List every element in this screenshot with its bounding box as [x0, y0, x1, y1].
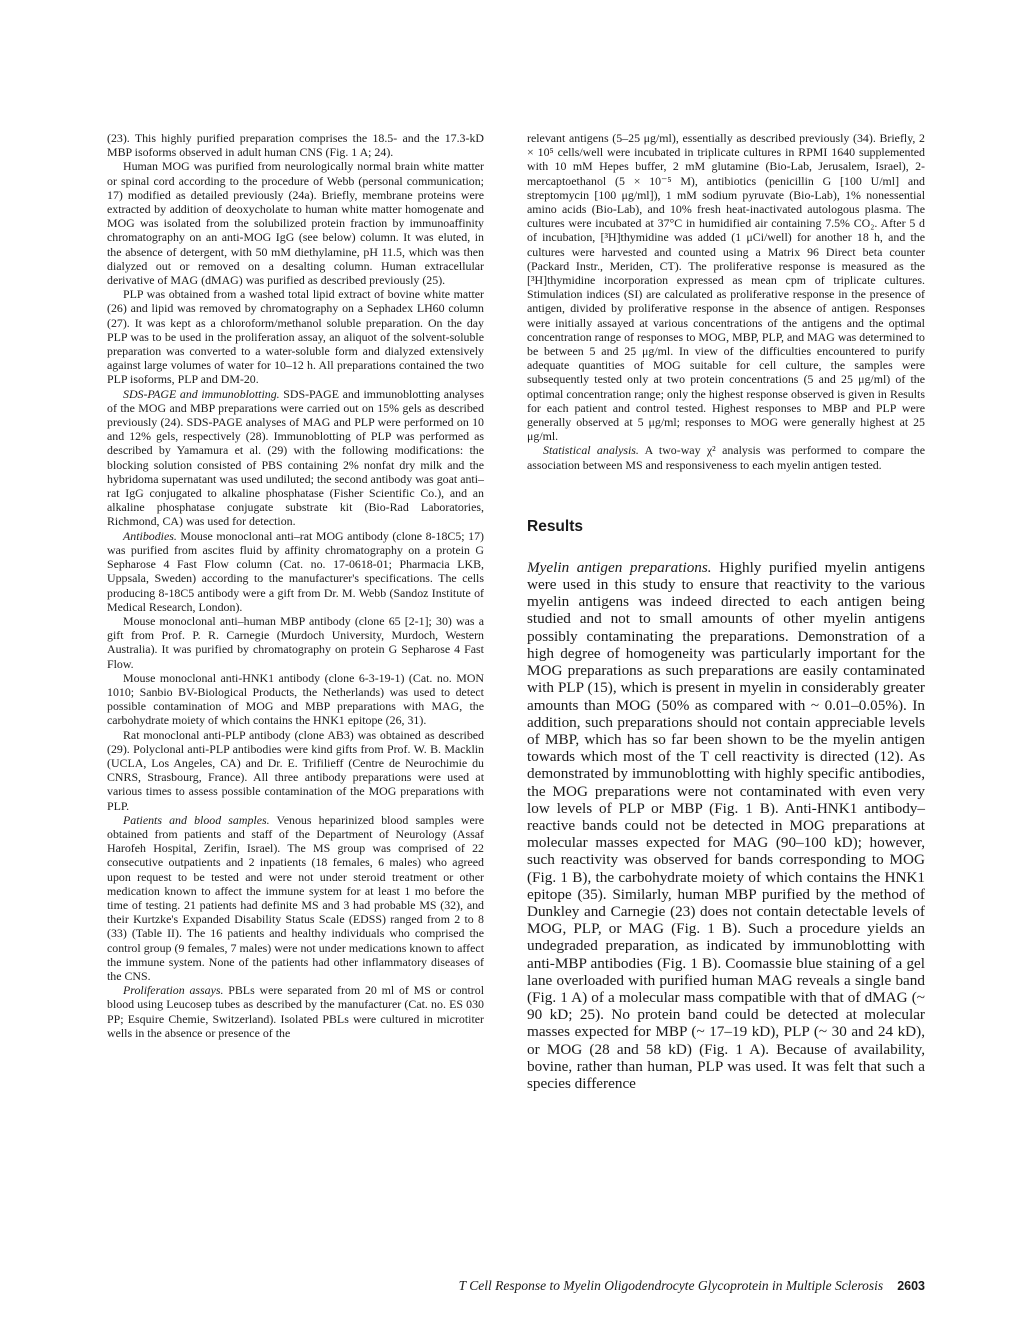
paragraph — [107, 387, 484, 529]
paragraph: (23). This highly purified preparation comprises the 18.5- and the 17.3-kD MBP isoforms observed in adult human CNS (Fig. 1 A; 24). — [107, 131, 484, 160]
page-footer — [300, 1278, 925, 1294]
section-run-in-head: Myelin antigen preparations. — [527, 558, 712, 576]
paragraph — [527, 559, 925, 1092]
section-run-in-head: Patients and blood samples. — [123, 812, 270, 827]
results-heading: Results — [527, 517, 583, 535]
results-section — [527, 559, 925, 1092]
paragraph: Human MOG was purified from neurologically normal brain white matter or spinal cord according to the procedure of Webb (personal communication; 17) modified as detailed previously (24a). Briefly, membrane proteins were extracted by addition of deoxycholate to human white matter homogenate and MOG was isolated from the solubilized protein fraction by immunoaffinity chromatography on an anti-MOG IgG (see below) column. It was eluted, in the absence of detergent, with 50 mM diethylamine, pH 11.5, which was then dialyzed out or removed on a desalting column. Human extracellular derivative of MAG (dMAG) was purified as described previously (25). — [107, 159, 484, 288]
section-run-in-head: Proliferation assays. — [123, 983, 224, 998]
section-run-in-head: Statistical analysis. — [543, 443, 639, 458]
paragraph: Mouse monoclonal anti-HNK1 antibody (clone 6-3-19-1) (Cat. no. MON 1010; Sanbio BV-Biological Products, the Netherlands) was used to detect possible contamination of MOG and MBP preparations with MAG, the carbohydrate moiety of which contains the HNK1 epitope (26, 31). — [107, 670, 484, 728]
left-column — [107, 131, 484, 1040]
right-column — [527, 131, 925, 1092]
section-run-in-head: SDS-PAGE and immunoblotting. — [123, 386, 280, 401]
paragraph — [107, 983, 484, 1040]
page-number: 2603 — [897, 1279, 925, 1293]
paragraph-text: A two-way χ² analysis was performed to compare the association between MS and responsiveness to each myelin antigen tested. — [527, 443, 925, 472]
paragraph: relevant antigens (5–25 μg/ml), essentially as described previously (34). Briefly, 2 × 10⁵ cells/well were incubated in triplicate cultures in RPMI 1640 supplemented with 10 mM Hepes buffer, 2 mM glutamine (Bio-Lab, Jerusalem, Israel), 2-mercaptoethanol (5 × 10⁻⁵ M), antibiotics (penicillin G [100 U/ml] and streptomycin [100 μg/ml]), 1 mM sodium pyruvate (Bio-Lab), 1% nonessential amino acids (Bio-Lab), and 10% fresh heat-inactivated autologous plasma. The cultures were incubated at 37°C in humidified air containing 7.5% CO₂. After 5 d of incubation, [³H]thymidine was added (1 μCi/well) for another 18 h, and the cultures were harvested and counted using a Matrix 96 Direct beta counter (Packard Instr., Meriden, CT). The proliferative response is measured as the [³H]thymidine incorporation expressed as mean cpm of triplicate cultures. Stimulation indices (SI) are calculated as proliferative response in the presence of antigen, divided by proliferative response in the absence of antigen. Responses were initially assayed at various concentrations of the antigens and the optimal concentration range of responses to MOG, MBP, PLP, and MAG was determined to be between 5 and 25 μg/ml. In view of the difficulties encountered to purify adequate quantities of MOG suitable for cell culture, the samples were subsequently tested only at two protein concentrations (5 and 25 μg/ml) of the optimal concentration range; only the highest response observed is given in Results for each patient and control tested. Highest responses to MBP and PLP were generally observed at 5 μg/ml; responses to MOG were generally highest at 25 μg/ml. — [527, 131, 925, 444]
section-run-in-head: Antibodies. — [123, 528, 177, 543]
paragraph: PLP was obtained from a washed total lipid extract of bovine white matter (26) and lipid was removed by chromatography on a Sephadex LH60 column (27). It was kept as a chloroform/methanol soluble preparation. On the day PLP was to be used in the proliferation assay, an aliquot of the solvent-soluble preparation was converted to a water-soluble form and dialyzed extensively against large volumes of water for 10–12 h. All preparations contained the two PLP isoforms, PLP and DM-20. — [107, 287, 484, 387]
paragraph: Rat monoclonal anti-PLP antibody (clone AB3) was obtained as described (29). Polyclonal anti-PLP antibodies were kind gifts from Prof. W. B. Macklin (UCLA, Los Angeles, CA) and Dr. E. Trifilieff (Centre de Neurochimie du CNRS, Strasbourg, France). All three antibody preparations were used at various times to assess possible contamination of the MOG preparations with PLP. — [107, 727, 484, 813]
paragraph: Mouse monoclonal anti–human MBP antibody (clone 65 [2-1]; 30) was a gift from Prof. P. R. Carnegie (Murdoch University, Murdoch, Western Australia). It was purified by chromatography on protein G Sepharose 4 Fast Flow. — [107, 613, 484, 671]
running-title: T Cell Response to Myelin Oligodendrocyte Glycoprotein in Multiple Sclerosis — [458, 1278, 884, 1293]
paragraph-text: Venous heparinized blood samples were obtained from patients and staff of the Department of Neurology (Assaf Harofeh Hospital, Zerifin, Israel). The MS group was comprised of 22 consecutive outpatients and 2 inpatients (18 females, 6 males) who agreed upon request to be tested and were not under steroid treatment or other medication known to affect the immune system for at least 1 mo before the time of testing. 21 patients had definite MS and 3 had probable MS (32), and their Kurtzke's Expanded Disability Status Scale (EDSS) ranged from 2 to 8 (33) (Table II). The 16 patients and healthy individuals who comprised the control group (9 females, 7 males) were not under medications known to affect the immune system. None of the patients had other inflammatory diseases of the CNS. — [107, 812, 484, 983]
paragraph — [107, 813, 484, 983]
paragraph-text: PBLs were separated from 20 ml of MS or control blood using Leucosep tubes as described by the manufacturer (Cat. no. ES 030 PP; Esquire Chemie, Switzerland). Isolated PBLs were cultured in microtiter wells in the absence or presence of the — [107, 983, 484, 1040]
paragraph-text: Mouse monoclonal anti–rat MOG antibody (clone 8-18C5; 17) was purified from ascites fluid by affinity chromatography on a protein G Sepharose 4 Fast Flow column (Cat. no. 17-0618-01; Pharmacia LKB, Uppsala, Sweden) according to the manufacturer's specifications. The cells producing 8-18C5 antibody were a gift from Dr. M. Webb (Sandoz Institute of Medical Research, London). — [107, 528, 484, 614]
paragraph — [527, 443, 925, 471]
paragraph-text: SDS-PAGE and immunoblotting analyses of the MOG and MBP preparations were carried out on 15% gels as described previously (24). SDS-PAGE analyses of MAG and PLP were performed on 10 and 12% gels, respectively (28). Immunoblotting of PLP was performed as described by Yamamura et al. (29) with the following modifications: the blocking solution consisted of PBS containing 2% nonfat dry milk and the hybridoma supernatant was used undiluted; the second antibody was goat anti–rat IgG conjugated to alkaline phosphatase (Fisher Scientific Co.), and an alkaline phosphatase conjugate substrate kit (Bio-Rad Laboratories, Richmond, CA) was used for detection. — [107, 386, 484, 529]
methods-continued — [527, 131, 925, 472]
paragraph — [107, 529, 484, 614]
paragraph-text: Highly purified myelin antigens were used in this study to ensure that reactivity to the various myelin antigens was indeed directed to each antigen being studied and not to small amounts of other myelin antigens possibly contaminating the preparations. Demonstration of a high degree of homogeneity was particularly important for the MOG preparations as such preparations are easily contaminated with PLP (15), which is present in myelin in considerably greater amounts than MOG (50% as compared with ~ 0.01–0.05%). In addition, such preparations should not contain appreciable levels of MBP, which has so far been shown to be the myelin antigen towards which most of the T cell reactivity is directed (12). As demonstrated by immunoblotting with highly specific antibodies, the MOG preparations were not contaminated with even very low levels of PLP or MBP (Fig. 1 B). Anti-HNK1 antibody–reactive bands could not be detected in MOG preparations at molecular masses expected for MAG (90–100 kD); however, such reactivity was observed for bands corresponding to MOG (Fig. 1 B), the carbohydrate moiety of which contains the HNK1 epitope (35). Similarly, human MBP purified by the method of Dunkley and Carnegie (23) does not contain detectable levels of MOG, PLP, or MAG (Fig. 1 B). Such a procedure yields an undegraded preparation, as indicated by immunoblotting with anti-MBP antibodies (Fig. 1 B). Coomassie blue staining of a gel lane overloaded with purified human MAG reveals a single band (Fig. 1 A) of a molecular mass compatible with that of dMAG (~ 90 kD; 25). No protein band could be detected at molecular masses expected for MBP (~ 17–19 kD), PLP (~ 30 and 24 kD), or MOG (28 and 58 kD) (Fig. 1 A). Because of availability, bovine, rather than human, PLP was used. It was felt that such a species difference — [527, 558, 926, 1092]
